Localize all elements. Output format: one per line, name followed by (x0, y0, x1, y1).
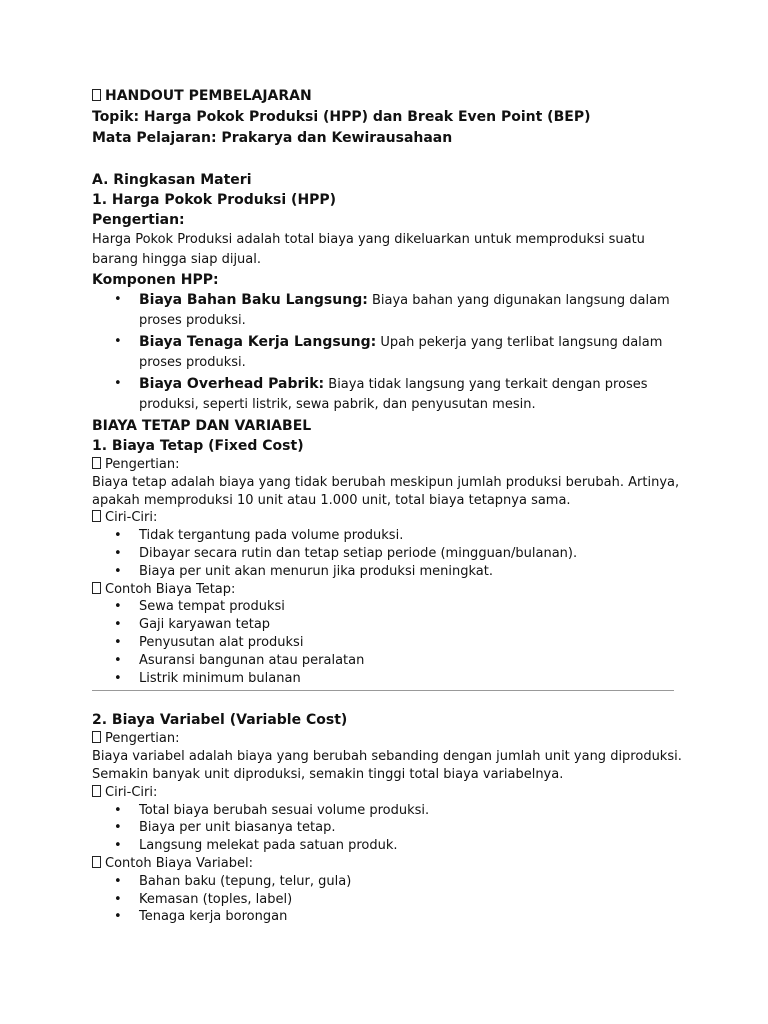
list-item: • Listrik minimum bulanan (92, 670, 692, 688)
handout-content (92, 86, 692, 926)
missing-glyph-icon (92, 510, 101, 522)
costs-heading: BIAYA TETAP DAN VARIABEL (92, 418, 312, 434)
list-item: • Biaya per unit akan menurun jika produksi meningkat. (92, 563, 692, 581)
variable-definition-label: Pengertian: (92, 730, 692, 748)
list-item: • Sewa tempat produksi (92, 598, 692, 616)
hpp-components-label: Komponen HPP: (92, 272, 219, 288)
variable-cost-heading: 2. Biaya Variabel (Variable Cost) (92, 712, 348, 729)
list-item: • Total biaya berubah sesuai volume produksi. (92, 802, 692, 820)
hpp-definition: Harga Pokok Produksi adalah total biaya yang dikeluarkan untuk memproduksi suatu barang hingga siap dijual. (92, 232, 645, 267)
list-item: • Biaya per unit biasanya tetap. (92, 819, 692, 837)
missing-glyph-icon (92, 457, 101, 469)
missing-glyph-icon (92, 785, 101, 797)
list-item: • Biaya Tenaga Kerja Langsung: Upah pekerja yang terlibat langsung dalam proses produksi. (92, 332, 692, 373)
list-item: • Tenaga kerja borongan (92, 908, 692, 926)
list-item: • Penyusutan alat produksi (92, 634, 692, 652)
document-topic: Topik: Harga Pokok Produksi (HPP) dan Break Even Point (BEP) (92, 109, 591, 125)
fixed-traits-list (92, 527, 692, 580)
missing-glyph-icon (92, 856, 101, 868)
variable-examples-label: Contoh Biaya Variabel: (92, 855, 692, 873)
document-title: HANDOUT PEMBELAJARAN (92, 86, 692, 107)
fixed-definition: Biaya tetap adalah biaya yang tidak berubah meskipun jumlah produksi berubah. Artinya, apakah memproduksi 10 unit atau 1.000 unit, total biaya tetapnya sama. (92, 474, 680, 508)
fixed-examples-list (92, 598, 692, 687)
list-item: • Bahan baku (tepung, telur, gula) (92, 873, 692, 891)
variable-traits-list (92, 802, 692, 855)
list-item: • Dibayar secara rutin dan tetap setiap periode (mingguan/bulanan). (92, 545, 692, 563)
hpp-definition-label: Pengertian: (92, 212, 185, 228)
variable-examples-list (92, 873, 692, 926)
document-subject: Mata Pelajaran: Prakarya dan Kewirausahaan (92, 130, 453, 146)
hpp-heading: 1. Harga Pokok Produksi (HPP) (92, 192, 337, 208)
fixed-cost-heading: 1. Biaya Tetap (Fixed Cost) (92, 438, 304, 454)
missing-glyph-icon (92, 89, 101, 101)
list-item: • Kemasan (toples, label) (92, 891, 692, 909)
variable-definition: Biaya variabel adalah biaya yang berubah sebanding dengan jumlah unit yang diproduksi. Semakin banyak unit diproduksi, semakin tinggi total biaya variabelnya. (92, 749, 682, 782)
missing-glyph-icon (92, 582, 101, 594)
variable-traits-label: Ciri-Ciri: (92, 784, 692, 802)
missing-glyph-icon (92, 731, 101, 743)
list-item: • Biaya Bahan Baku Langsung: Biaya bahan yang digunakan langsung dalam proses produksi. (92, 290, 692, 331)
list-item: • Tidak tergantung pada volume produksi. (92, 527, 692, 545)
fixed-examples-label: Contoh Biaya Tetap: (92, 581, 692, 599)
fixed-traits-label: Ciri-Ciri: (92, 509, 692, 527)
list-item: • Asuransi bangunan atau peralatan (92, 652, 692, 670)
hpp-components-list (92, 290, 692, 415)
list-item: • Biaya Overhead Pabrik: Biaya tidak langsung yang terkait dengan proses produksi, seperti listrik, sewa pabrik, dan penyusutan mesin. (92, 374, 692, 415)
document-header (92, 86, 692, 149)
section-a-heading: A. Ringkasan Materi (92, 172, 252, 188)
list-item: • Langsung melekat pada satuan produk. (92, 837, 692, 855)
fixed-definition-label: Pengertian: (92, 456, 692, 474)
list-item: • Gaji karyawan tetap (92, 616, 692, 634)
